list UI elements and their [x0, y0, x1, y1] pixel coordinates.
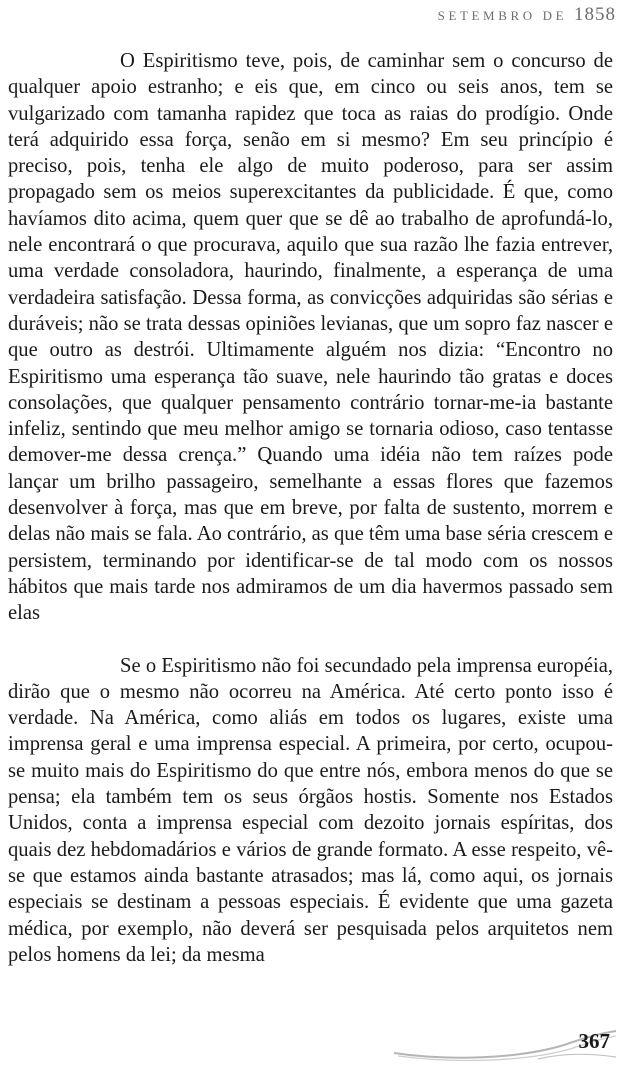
body-text [8, 48, 613, 968]
header-month: SETEMBRO DE [437, 8, 568, 23]
header-year: 1858 [574, 4, 616, 25]
page-number: 367 [578, 1029, 610, 1053]
page-folio [388, 1023, 618, 1065]
running-header [438, 4, 616, 26]
paragraph-1: O Espiritismo teve, pois, de caminhar sem o concurso de qualquer apoio estranho; e eis que, em cinco ou seis anos, tem se vulgarizado com tamanha rapidez que toca as raias do prodígio. Onde terá adquirido essa força, senão em si mesmo? Em seu princípio é preciso, pois, tenha ele algo de muito poderoso, para ser assim propagado sem os meios superexcitantes da publicidade. É que, como havíamos dito acima, quem quer que se dê ao trabalho de aprofundá-lo, nele encontrará o que procurava, aquilo que sua razão lhe fazia entrever, uma verdade consoladora, haurindo, finalmente, a esperança de uma verdadeira satisfação. Dessa forma, as convicções adquiridas são sérias e duráveis; não se trata dessas opiniões levianas, que um sopro faz nascer e que outro as destrói. Ultimamente alguém nos dizia: “Encontro no Espiritismo uma esperança tão suave, nele haurindo tão gratas e doces consolações, que qualquer pensamento contrário tornar-me-ia bastante infeliz, sentindo que meu melhor amigo se tornaria odioso, caso tentasse demover-me dessa crença.” Quando uma idéia não tem raízes pode lançar um brilho passageiro, semelhante a essas flores que fazemos desenvolver à força, mas que em breve, por falta de sustento, morrem e delas não mais se fala. Ao contrário, as que têm uma base séria crescem e persistem, terminando por identificar-se de tal modo com os nossos hábitos que mais tarde nos admiramos de um dia havermos passado sem elas [8, 50, 613, 625]
paragraph-2: Se o Espiritismo não foi secundado pela imprensa européia, dirão que o mesmo não ocorreu na América. Até certo ponto isso é verdade. Na América, como aliás em todos os lugares, existe uma imprensa geral e uma imprensa especial. A primeira, por certo, ocupou-se muito mais do Espiritismo do que entre nós, embora menos do que se pensa; ela também tem os seus órgãos hostis. Somente nos Estados Unidos, conta a imprensa especial com dezoito jornais espíritas, dos quais dez hebdomadários e vários de grande formato. A esse respeito, vê-se que estamos ainda bastante atrasados; mas lá, como aqui, os jornais especiais se destinam a pessoas especiais. É evidente que uma gazeta médica, por exemplo, não deverá ser pesquisada pelos arquitetos nem pelos homens da lei; da mesma [8, 654, 613, 966]
